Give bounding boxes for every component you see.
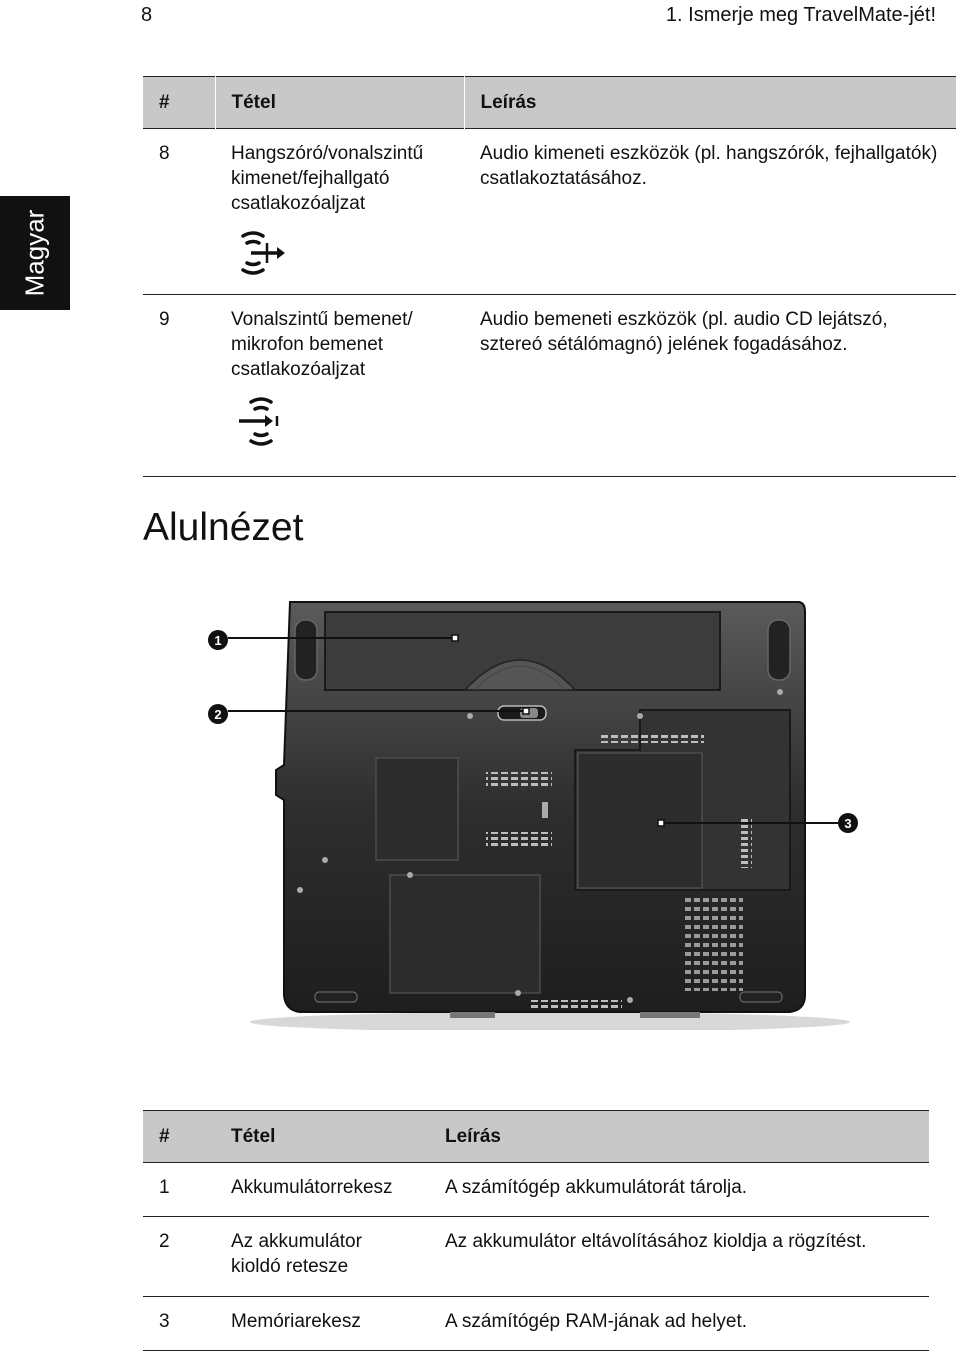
page-number: 8 [141, 4, 153, 26]
laptop-bottom-view-figure [180, 590, 880, 1030]
row-number: 1 [143, 1163, 215, 1217]
row-number: 3 [143, 1297, 215, 1351]
bottom-view-table [143, 1110, 929, 1351]
column-header-item: Tétel [215, 77, 464, 129]
row-item: Az akkumulátor kioldó retesze [215, 1217, 429, 1297]
column-header-number: # [143, 1111, 215, 1163]
callout-2-label: 2 [214, 707, 222, 722]
row-description: A számítógép RAM-jának ad helyet. [429, 1297, 929, 1351]
callout-1-label: 1 [214, 633, 222, 648]
column-header-description: Leírás [429, 1111, 929, 1163]
row-item-text: Hangszóró/vonalszintű kimenet/fejhallgató csatlakozóaljzat [231, 143, 424, 214]
row-number: 9 [143, 295, 215, 477]
row-item: Memóriarekesz [215, 1297, 429, 1351]
row-description: A számítógép akkumulátorát tárolja. [429, 1163, 929, 1217]
language-tab [0, 196, 70, 310]
row-description: Audio kimeneti eszközök (pl. hangszórók, fejhallgatók) csatlakoztatásához. [464, 129, 956, 295]
row-item [215, 295, 464, 477]
row-item-text: Vonalszintű bemenet/ mikrofon bemenet csatlakozóaljzat [231, 309, 413, 380]
ports-table [143, 76, 956, 477]
audio-out-icon [237, 230, 287, 276]
column-header-number: # [143, 77, 215, 129]
section-title: Alulnézet [143, 506, 304, 549]
column-header-item: Tétel [215, 1111, 429, 1163]
row-description: Audio bemeneti eszközök (pl. audio CD lejátszó, sztereó sétálómagnó) jelének fogadásához. [464, 295, 956, 477]
row-description: Az akkumulátor eltávolításához kioldja a rögzítést. [429, 1217, 929, 1297]
row-item [215, 129, 464, 295]
row-item: Akkumulátorrekesz [215, 1163, 429, 1217]
callout-3-label: 3 [844, 816, 852, 831]
table-header-row [143, 77, 956, 129]
table-row [143, 295, 956, 477]
table-row [143, 1297, 929, 1351]
running-head: 1. Ismerje meg TravelMate-jét! [665, 4, 936, 26]
table-header-row [143, 1111, 929, 1163]
language-tab-label: Magyar [19, 209, 50, 297]
column-header-description: Leírás [464, 77, 956, 129]
row-number: 8 [143, 129, 215, 295]
row-number: 2 [143, 1217, 215, 1297]
audio-in-icon [237, 396, 287, 448]
table-row [143, 1163, 929, 1217]
table-row [143, 1217, 929, 1297]
table-row [143, 129, 956, 295]
